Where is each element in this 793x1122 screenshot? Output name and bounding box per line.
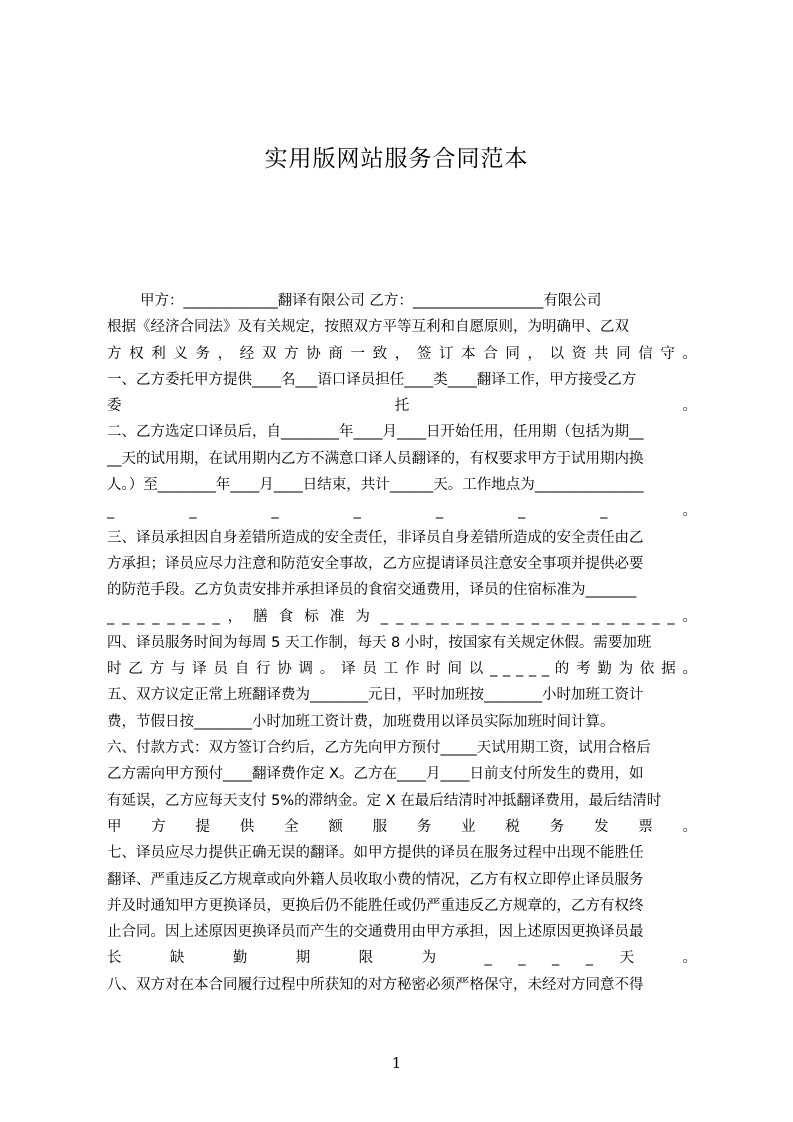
clause-5-line: 五、双方议定正常上班翻译费为________元日，平时加班按________小时加班工资计 [107,687,644,704]
clause-3-line: 三、译员承担因自身差错所造成的安全责任，非译员自身差错所造成的安全责任由乙 [107,529,644,546]
clause-1-line: 委 托 。 [107,398,697,415]
clause-7-line: 长 缺 勤 期 限 为 _ _ _ _ 天 。 [107,950,697,967]
clause-7-line: 七、译员应尽力提供正确无误的翻译。如甲方提供的译员在服务过程中出现不能胜任 [107,845,644,862]
clause-2-line: _ _ _ _ _ _ _ 。 [107,503,697,520]
document-title: 实用版网站服务合同范本 [264,146,529,172]
clause-4-line: 四、译员服务时间为每周 5 天工作制，每天 8 小时，按国家有关规定休假。需要加班 [107,634,652,651]
clause-3-line: 方承担；译员应尽力注意和防范安全事故，乙方应提请译员注意安全事项并提供必要 [107,555,644,572]
paragraph-line: 方 权 利 义 务 ， 经 双 方 协 商 一 致 ， 签 订 本 合 同 ， 以 资 共 同 信 守 。 [107,345,697,362]
party-line: 甲方：_____________翻译有限公司 乙方：__________________有限公司 [140,293,602,309]
clause-3-line: 的防范手段。乙方负责安排并承担译员的食宿交通费用，译员的住宿标准为_______ [107,582,637,599]
clause-6-line: 六、付款方式：双方签订合约后，乙方先向甲方预付_____天试用期工资，试用合格后 [107,740,651,757]
clause-7-line: 止合同。因上述原因更换译员而产生的交通费用由甲方承担，因上述原因更换译员最 [107,924,644,941]
clause-6-line: 乙方需向甲方预付____翻译费作定 X。乙方在____月____日前支付所发生的费用，如 [107,766,644,783]
clause-6-line: 有延误，乙方应每天支付 5%的滞纳金。定 X 在最后结清时冲抵翻译费用，最后结清时 [107,792,662,809]
clause-7-line: 并及时通知甲方更换译员，更换后仍不能胜任或仍严重违反乙方规章的，乙方有权终 [107,897,644,914]
clause-4-line: 时 乙 方 与 译 员 自 行 协 调 。 译 员 工 作 时 间 以 _ _ _ _ _ 的 考 勤 为 依 据 。 [107,661,697,678]
clause-5-line: 费，节假日按________小时加班工资计费，加班费用以译员实际加班时间计算。 [107,713,615,730]
clause-8-line: 八、双方对在本合同履行过程中所获知的对方秘密必须严格保守，未经对方同意不得 [107,976,644,993]
clause-3-line: _ _ _ _ _ _ _ _ ， 膳 食 标 准 为 _ _ _ _ _ _ _ _ _ _ _ _ _ _ _ _ _ _ _ _ 。 [107,608,697,625]
clause-1-line: 一、乙方委托甲方提供____名___语口译员担任____类____翻译工作，甲方接受乙方 [107,371,637,388]
clause-2-line: __天的试用期，在试用期内乙方不满意口译人员翻译的，有权要求甲方于试用期内换 [107,450,644,467]
page-number: 1 [391,1054,402,1072]
paragraph-line: 根据《经济合同法》及有关规定，按照双方平等互利和自愿原则，为明确甲、乙双 [107,319,629,336]
clause-6-line: 甲 方 提 供 全 额 服 务 业 税 务 发 票 。 [107,818,697,835]
clause-7-line: 翻译、严重违反乙方规章或向外籍人员收取小费的情况，乙方有权立即停止译员服务 [107,871,644,888]
clause-2-line: 二、乙方选定口译员后，自________年____月____日开始任用，任用期（包括为期__ [107,424,644,441]
contract-body [107,288,697,998]
clause-2-line: 人。）至________年____月____日结束，共计______天。工作地点为_______________ [107,477,644,494]
